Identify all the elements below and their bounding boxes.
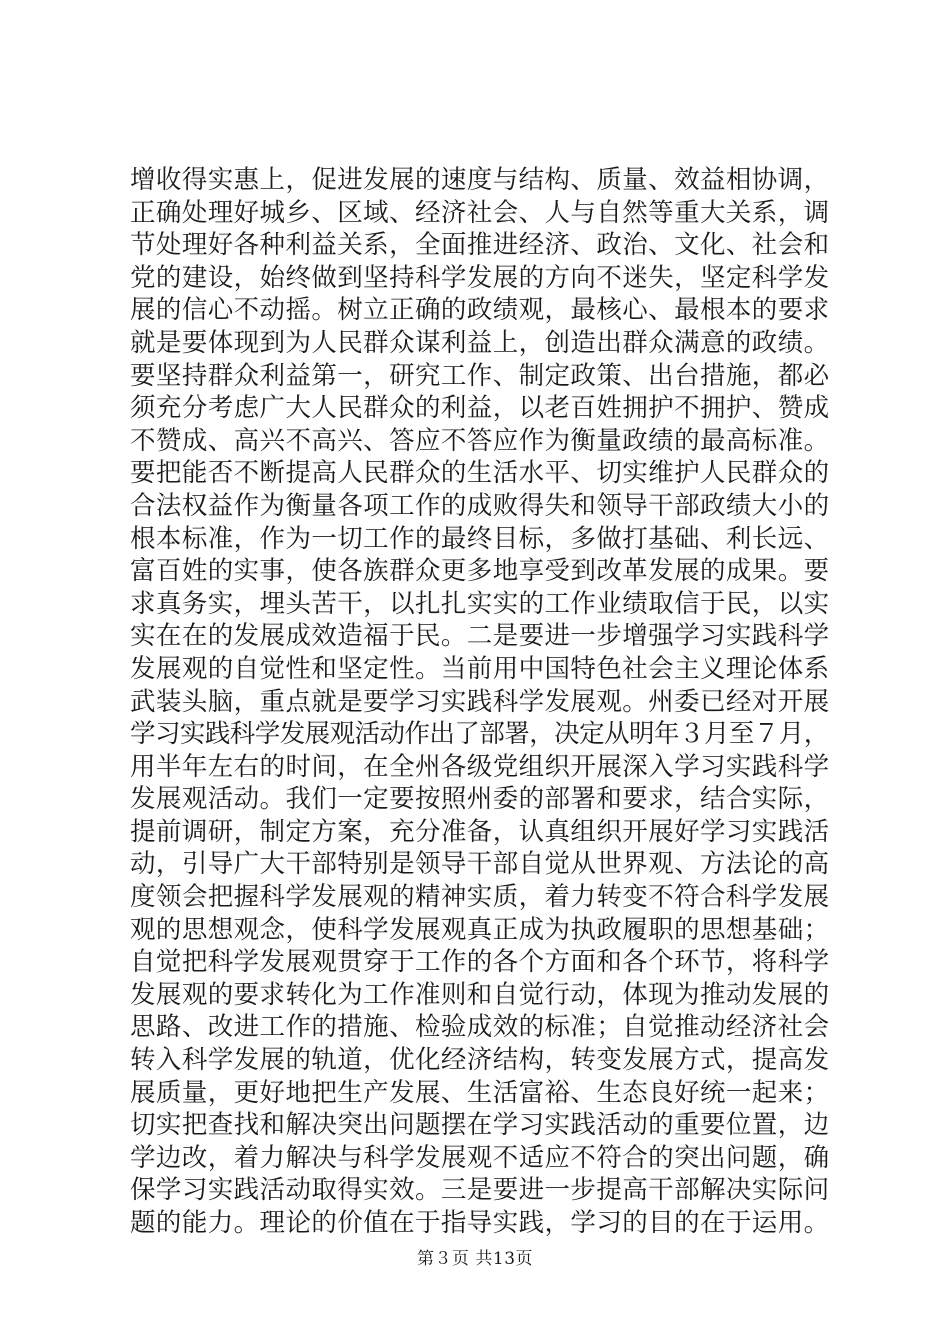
text-line: 合法权益作为衡量各项工作的成败得失和领导干部政绩大小的 xyxy=(130,490,830,521)
text-line: 动，引导广大干部特别是领导干部自觉从世界观、方法论的高 xyxy=(130,849,830,880)
text-line: 思路、改进工作的措施、检验成效的标准；自觉推动经济社会 xyxy=(130,1012,830,1043)
text-line: 求真务实，埋头苦干，以扎扎实实的工作业绩取信于民，以实 xyxy=(130,588,830,619)
text-line: 学边改，着力解决与科学发展观不适应不符合的突出问题，确 xyxy=(130,1142,830,1173)
text-line: 须充分考虑广大人民群众的利益，以老百姓拥护不拥护、赞成 xyxy=(130,393,830,424)
text-line: 展的信心不动摇。树立正确的政绩观，最核心、最根本的要求 xyxy=(130,295,830,326)
text-line: 保学习实践活动取得实效。三是要进一步提高干部解决实际问 xyxy=(130,1175,830,1206)
text-line: 转入科学发展的轨道，优化经济结构，转变发展方式，提高发 xyxy=(130,1045,830,1076)
text-line: 发展观活动。我们一定要按照州委的部署和要求，结合实际， xyxy=(130,784,830,815)
text-line: 不赞成、高兴不高兴、答应不答应作为衡量政绩的最高标准。 xyxy=(130,425,830,456)
text-line: 武装头脑，重点就是要学习实践科学发展观。州委已经对开展 xyxy=(130,686,830,717)
text-line: 富百姓的实事，使各族群众更多地享受到改革发展的成果。要 xyxy=(130,556,830,587)
text-line: 用半年左右的时间，在全州各级党组织开展深入学习实践科学 xyxy=(130,751,830,782)
text-line: 观的思想观念，使科学发展观真正成为执政履职的思想基础； xyxy=(130,914,830,945)
text-line: 要坚持群众利益第一，研究工作、制定政策、出台措施，都必 xyxy=(130,360,830,391)
text-line: 提前调研，制定方案，充分准备，认真组织开展好学习实践活 xyxy=(130,816,830,847)
text-line: 发展观的自觉性和坚定性。当前用中国特色社会主义理论体系 xyxy=(130,653,830,684)
text-line: 发展观的要求转化为工作准则和自觉行动，体现为推动发展的 xyxy=(130,979,830,1010)
text-line: 节处理好各种利益关系，全面推进经济、政治、文化、社会和 xyxy=(130,230,830,261)
text-line: 要把能否不断提高人民群众的生活水平、切实维护人民群众的 xyxy=(130,458,830,489)
text-line: 增收得实惠上，促进发展的速度与结构、质量、效益相协调， xyxy=(130,165,830,195)
text-line: 展质量，更好地把生产发展、生活富裕、生态良好统一起来； xyxy=(130,1077,830,1108)
text-line: 自觉把科学发展观贯穿于工作的各个方面和各个环节，将科学 xyxy=(130,947,830,978)
text-line: 度领会把握科学发展观的精神实质，着力转变不符合科学发展 xyxy=(130,882,830,913)
text-line: 实在在的发展成效造福于民。二是要进一步增强学习实践科学 xyxy=(130,621,830,652)
text-line: 根本标准，作为一切工作的最终目标，多做打基础、利长远、 xyxy=(130,523,830,554)
text-line: 切实把查找和解决突出问题摆在学习实践活动的重要位置，边 xyxy=(130,1110,830,1141)
text-line: 题的能力。理论的价值在于指导实践，学习的目的在于运用。 xyxy=(130,1208,830,1238)
text-line: 党的建设，始终做到坚持科学发展的方向不迷失，坚定科学发 xyxy=(130,262,830,293)
text-line: 学习实践科学发展观活动作出了部署，决定从明年３月至７月， xyxy=(130,719,829,750)
text-line: 就是要体现到为人民群众谋利益上，创造出群众满意的政绩。 xyxy=(130,327,830,358)
page-number-footer: 第３页 共13页 xyxy=(416,1249,534,1269)
body-text xyxy=(130,164,830,1240)
text-line: 正确处理好城乡、区域、经济社会、人与自然等重大关系，调 xyxy=(130,197,830,228)
